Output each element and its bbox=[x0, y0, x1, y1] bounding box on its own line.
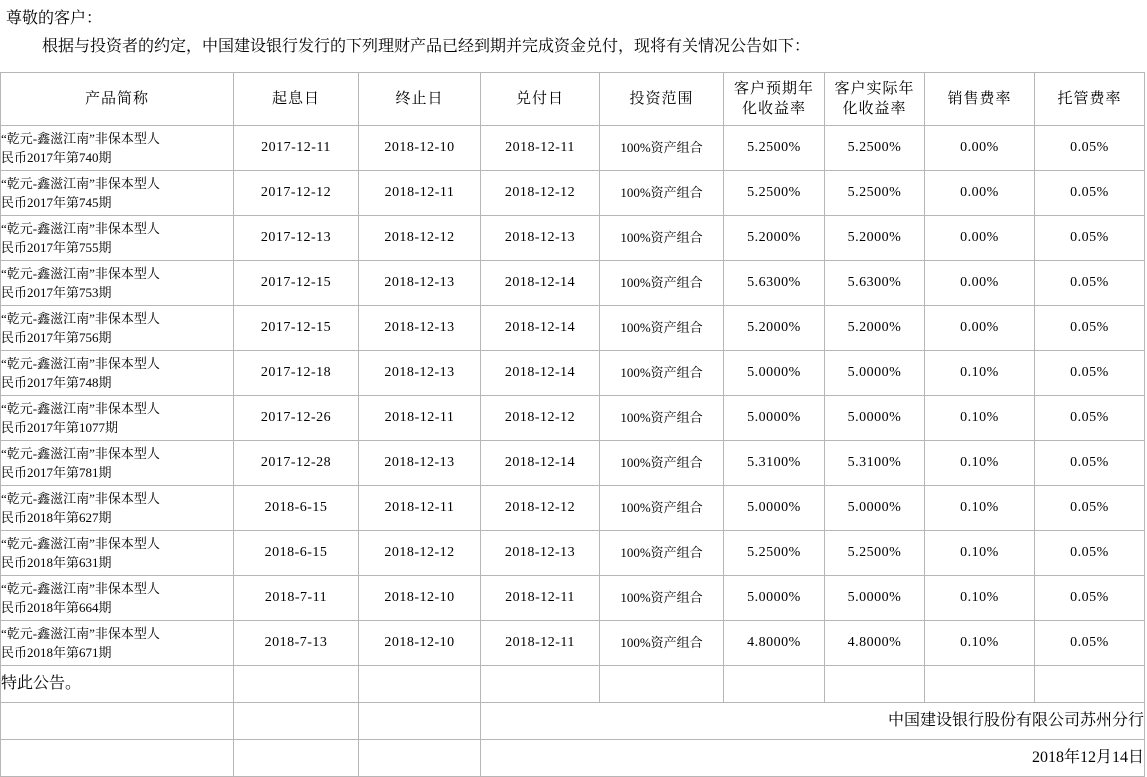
table-header bbox=[1, 73, 1145, 126]
cell-start-date: 2017-12-12 bbox=[234, 171, 359, 216]
cell-start-date: 2018-6-15 bbox=[234, 486, 359, 531]
cell-custody-fee: 0.05% bbox=[1035, 531, 1145, 576]
cell-custody-fee: 0.05% bbox=[1035, 576, 1145, 621]
cell-sales-fee: 0.00% bbox=[925, 126, 1035, 171]
cell-payment-date: 2018-12-12 bbox=[481, 396, 600, 441]
header-line-1: 客户实际年 bbox=[834, 81, 915, 97]
cell-product-name bbox=[1, 351, 234, 396]
table-row bbox=[1, 171, 1145, 216]
column-header-start-date bbox=[234, 73, 359, 126]
cell-end-date: 2018-12-13 bbox=[359, 261, 481, 306]
cell-end-date: 2018-12-13 bbox=[359, 351, 481, 396]
cell-investment-scope: 100%资产组合 bbox=[600, 351, 724, 396]
column-header-sales-fee bbox=[925, 73, 1035, 126]
cell-start-date: 2018-6-15 bbox=[234, 531, 359, 576]
intro-paragraph: 根据与投资者的约定，中国建设银行发行的下列理财产品已经到期并完成资金兑付，现将有关情况公告如下： bbox=[42, 38, 811, 55]
cell-actual-rate: 5.2500% bbox=[825, 531, 925, 576]
cell-product-name bbox=[1, 576, 234, 621]
empty-cell bbox=[600, 666, 724, 703]
cell-custody-fee: 0.05% bbox=[1035, 171, 1145, 216]
empty-cell bbox=[359, 666, 481, 703]
table-row bbox=[1, 306, 1145, 351]
cell-sales-fee: 0.10% bbox=[925, 441, 1035, 486]
cell-expected-rate: 5.3100% bbox=[724, 441, 825, 486]
cell-investment-scope: 100%资产组合 bbox=[600, 306, 724, 351]
product-name-line-1: “乾元-鑫滋江南”非保本型人 bbox=[1, 356, 160, 371]
header-line-2: 化收益率 bbox=[842, 101, 907, 117]
cell-custody-fee: 0.05% bbox=[1035, 621, 1145, 666]
product-name-line-1: “乾元-鑫滋江南”非保本型人 bbox=[1, 266, 160, 281]
cell-custody-fee: 0.05% bbox=[1035, 261, 1145, 306]
product-name-line-2: 民币2017年第781期 bbox=[1, 465, 112, 480]
table-body bbox=[1, 126, 1145, 777]
cell-sales-fee: 0.10% bbox=[925, 576, 1035, 621]
product-name-line-2: 民币2017年第745期 bbox=[1, 195, 112, 210]
cell-start-date: 2018-7-13 bbox=[234, 621, 359, 666]
column-header-custody-fee bbox=[1035, 73, 1145, 126]
product-name-line-2: 民币2018年第664期 bbox=[1, 600, 112, 615]
cell-investment-scope: 100%资产组合 bbox=[600, 126, 724, 171]
product-name-line-1: “乾元-鑫滋江南”非保本型人 bbox=[1, 401, 160, 416]
cell-start-date: 2017-12-15 bbox=[234, 306, 359, 351]
cell-expected-rate: 5.0000% bbox=[724, 351, 825, 396]
product-name-line-1: “乾元-鑫滋江南”非保本型人 bbox=[1, 626, 160, 641]
empty-cell bbox=[825, 666, 925, 703]
header-line-1: 起息日 bbox=[271, 91, 320, 107]
cell-custody-fee: 0.05% bbox=[1035, 441, 1145, 486]
header-line-1: 终止日 bbox=[395, 91, 444, 107]
cell-payment-date: 2018-12-11 bbox=[481, 576, 600, 621]
empty-cell bbox=[724, 666, 825, 703]
column-header-investment-scope bbox=[600, 73, 724, 126]
cell-actual-rate: 4.8000% bbox=[825, 621, 925, 666]
cell-expected-rate: 5.0000% bbox=[724, 486, 825, 531]
cell-start-date: 2017-12-13 bbox=[234, 216, 359, 261]
cell-payment-date: 2018-12-13 bbox=[481, 216, 600, 261]
cell-start-date: 2017-12-18 bbox=[234, 351, 359, 396]
cell-investment-scope: 100%资产组合 bbox=[600, 576, 724, 621]
cell-actual-rate: 5.2500% bbox=[825, 171, 925, 216]
cell-investment-scope: 100%资产组合 bbox=[600, 486, 724, 531]
product-name-line-2: 民币2017年第755期 bbox=[1, 240, 112, 255]
column-header-product-name bbox=[1, 73, 234, 126]
cell-end-date: 2018-12-11 bbox=[359, 171, 481, 216]
table-row bbox=[1, 531, 1145, 576]
cell-actual-rate: 5.0000% bbox=[825, 486, 925, 531]
cell-expected-rate: 5.2500% bbox=[724, 126, 825, 171]
cell-product-name bbox=[1, 621, 234, 666]
table-row bbox=[1, 126, 1145, 171]
header-line-1: 销售费率 bbox=[947, 91, 1012, 107]
product-name-line-2: 民币2018年第631期 bbox=[1, 555, 112, 570]
header-line-1: 产品简称 bbox=[84, 91, 149, 107]
product-name-line-2: 民币2017年第748期 bbox=[1, 375, 112, 390]
table-row bbox=[1, 351, 1145, 396]
product-name-line-2: 民币2018年第627期 bbox=[1, 510, 112, 525]
cell-end-date: 2018-12-10 bbox=[359, 621, 481, 666]
cell-expected-rate: 4.8000% bbox=[724, 621, 825, 666]
cell-start-date: 2017-12-15 bbox=[234, 261, 359, 306]
cell-sales-fee: 0.10% bbox=[925, 396, 1035, 441]
cell-actual-rate: 5.0000% bbox=[825, 351, 925, 396]
header-line-1: 托管费率 bbox=[1057, 91, 1122, 107]
cell-start-date: 2017-12-26 bbox=[234, 396, 359, 441]
cell-end-date: 2018-12-10 bbox=[359, 126, 481, 171]
cell-expected-rate: 5.0000% bbox=[724, 396, 825, 441]
signature-row bbox=[1, 703, 1145, 740]
empty-cell bbox=[1, 703, 234, 740]
cell-start-date: 2017-12-28 bbox=[234, 441, 359, 486]
header-line-1: 客户预期年 bbox=[733, 81, 814, 97]
cell-expected-rate: 5.2500% bbox=[724, 531, 825, 576]
cell-actual-rate: 5.2000% bbox=[825, 306, 925, 351]
signature-text: 中国建设银行股份有限公司苏州分行 bbox=[481, 703, 1145, 740]
empty-cell bbox=[1, 740, 234, 777]
empty-cell bbox=[1035, 666, 1145, 703]
cell-investment-scope: 100%资产组合 bbox=[600, 441, 724, 486]
cell-product-name bbox=[1, 216, 234, 261]
cell-actual-rate: 5.2500% bbox=[825, 126, 925, 171]
table-row bbox=[1, 216, 1145, 261]
cell-payment-date: 2018-12-14 bbox=[481, 261, 600, 306]
cell-actual-rate: 5.0000% bbox=[825, 576, 925, 621]
products-table bbox=[0, 72, 1145, 777]
cell-expected-rate: 5.0000% bbox=[724, 576, 825, 621]
cell-start-date: 2018-7-11 bbox=[234, 576, 359, 621]
cell-custody-fee: 0.05% bbox=[1035, 126, 1145, 171]
table-row bbox=[1, 261, 1145, 306]
cell-sales-fee: 0.00% bbox=[925, 306, 1035, 351]
cell-sales-fee: 0.00% bbox=[925, 216, 1035, 261]
cell-product-name bbox=[1, 531, 234, 576]
cell-payment-date: 2018-12-13 bbox=[481, 531, 600, 576]
header-line-1: 投资范围 bbox=[629, 91, 694, 107]
empty-cell bbox=[234, 703, 359, 740]
cell-actual-rate: 5.2000% bbox=[825, 216, 925, 261]
cell-product-name bbox=[1, 171, 234, 216]
cell-custody-fee: 0.05% bbox=[1035, 216, 1145, 261]
product-name-line-1: “乾元-鑫滋江南”非保本型人 bbox=[1, 446, 160, 461]
cell-actual-rate: 5.6300% bbox=[825, 261, 925, 306]
cell-payment-date: 2018-12-12 bbox=[481, 171, 600, 216]
sign-date-row bbox=[1, 740, 1145, 777]
cell-payment-date: 2018-12-14 bbox=[481, 351, 600, 396]
table-row bbox=[1, 396, 1145, 441]
product-name-line-2: 民币2017年第1077期 bbox=[1, 420, 119, 435]
cell-payment-date: 2018-12-14 bbox=[481, 306, 600, 351]
table-row bbox=[1, 576, 1145, 621]
product-name-line-1: “乾元-鑫滋江南”非保本型人 bbox=[1, 491, 160, 506]
product-name-line-1: “乾元-鑫滋江南”非保本型人 bbox=[1, 131, 160, 146]
cell-actual-rate: 5.0000% bbox=[825, 396, 925, 441]
cell-product-name bbox=[1, 261, 234, 306]
cell-end-date: 2018-12-10 bbox=[359, 576, 481, 621]
notice-text: 特此公告。 bbox=[1, 666, 234, 703]
cell-investment-scope: 100%资产组合 bbox=[600, 171, 724, 216]
cell-sales-fee: 0.10% bbox=[925, 621, 1035, 666]
cell-investment-scope: 100%资产组合 bbox=[600, 216, 724, 261]
cell-expected-rate: 5.6300% bbox=[724, 261, 825, 306]
product-name-line-1: “乾元-鑫滋江南”非保本型人 bbox=[1, 221, 160, 236]
cell-custody-fee: 0.05% bbox=[1035, 396, 1145, 441]
empty-cell bbox=[925, 666, 1035, 703]
cell-payment-date: 2018-12-12 bbox=[481, 486, 600, 531]
cell-investment-scope: 100%资产组合 bbox=[600, 531, 724, 576]
empty-cell bbox=[234, 666, 359, 703]
cell-investment-scope: 100%资产组合 bbox=[600, 396, 724, 441]
product-name-line-2: 民币2017年第756期 bbox=[1, 330, 112, 345]
header-line-2: 化收益率 bbox=[741, 101, 806, 117]
cell-sales-fee: 0.10% bbox=[925, 351, 1035, 396]
table-row bbox=[1, 621, 1145, 666]
salutation-text: 尊敬的客户： bbox=[6, 10, 103, 27]
cell-end-date: 2018-12-11 bbox=[359, 486, 481, 531]
cell-expected-rate: 5.2500% bbox=[724, 171, 825, 216]
cell-actual-rate: 5.3100% bbox=[825, 441, 925, 486]
column-header-actual-rate bbox=[825, 73, 925, 126]
cell-payment-date: 2018-12-11 bbox=[481, 126, 600, 171]
empty-cell bbox=[359, 703, 481, 740]
cell-end-date: 2018-12-12 bbox=[359, 531, 481, 576]
column-header-payment-date bbox=[481, 73, 600, 126]
cell-custody-fee: 0.05% bbox=[1035, 486, 1145, 531]
product-name-line-1: “乾元-鑫滋江南”非保本型人 bbox=[1, 311, 160, 326]
empty-cell bbox=[359, 740, 481, 777]
cell-product-name bbox=[1, 396, 234, 441]
product-name-line-1: “乾元-鑫滋江南”非保本型人 bbox=[1, 581, 160, 596]
column-header-end-date bbox=[359, 73, 481, 126]
cell-investment-scope: 100%资产组合 bbox=[600, 621, 724, 666]
cell-start-date: 2017-12-11 bbox=[234, 126, 359, 171]
table-row bbox=[1, 441, 1145, 486]
cell-custody-fee: 0.05% bbox=[1035, 306, 1145, 351]
product-name-line-1: “乾元-鑫滋江南”非保本型人 bbox=[1, 176, 160, 191]
header-row bbox=[1, 73, 1145, 126]
cell-sales-fee: 0.10% bbox=[925, 531, 1035, 576]
cell-end-date: 2018-12-12 bbox=[359, 216, 481, 261]
column-header-expected-rate bbox=[724, 73, 825, 126]
cell-sales-fee: 0.00% bbox=[925, 261, 1035, 306]
cell-product-name bbox=[1, 306, 234, 351]
cell-sales-fee: 0.10% bbox=[925, 486, 1035, 531]
empty-cell bbox=[481, 666, 600, 703]
cell-end-date: 2018-12-13 bbox=[359, 441, 481, 486]
cell-sales-fee: 0.00% bbox=[925, 171, 1035, 216]
header-line-1: 兑付日 bbox=[515, 91, 564, 107]
product-name-line-2: 民币2018年第671期 bbox=[1, 645, 112, 660]
product-name-line-2: 民币2017年第740期 bbox=[1, 150, 112, 165]
product-name-line-2: 民币2017年第753期 bbox=[1, 285, 112, 300]
sign-date-text: 2018年12月14日 bbox=[481, 740, 1145, 777]
table-row bbox=[1, 486, 1145, 531]
product-name-line-1: “乾元-鑫滋江南”非保本型人 bbox=[1, 536, 160, 551]
empty-cell bbox=[234, 740, 359, 777]
cell-payment-date: 2018-12-14 bbox=[481, 441, 600, 486]
cell-investment-scope: 100%资产组合 bbox=[600, 261, 724, 306]
cell-end-date: 2018-12-11 bbox=[359, 396, 481, 441]
cell-expected-rate: 5.2000% bbox=[724, 216, 825, 261]
cell-expected-rate: 5.2000% bbox=[724, 306, 825, 351]
cell-product-name bbox=[1, 441, 234, 486]
cell-end-date: 2018-12-13 bbox=[359, 306, 481, 351]
notice-row bbox=[1, 666, 1145, 703]
cell-product-name bbox=[1, 486, 234, 531]
cell-custody-fee: 0.05% bbox=[1035, 351, 1145, 396]
cell-product-name bbox=[1, 126, 234, 171]
cell-payment-date: 2018-12-11 bbox=[481, 621, 600, 666]
